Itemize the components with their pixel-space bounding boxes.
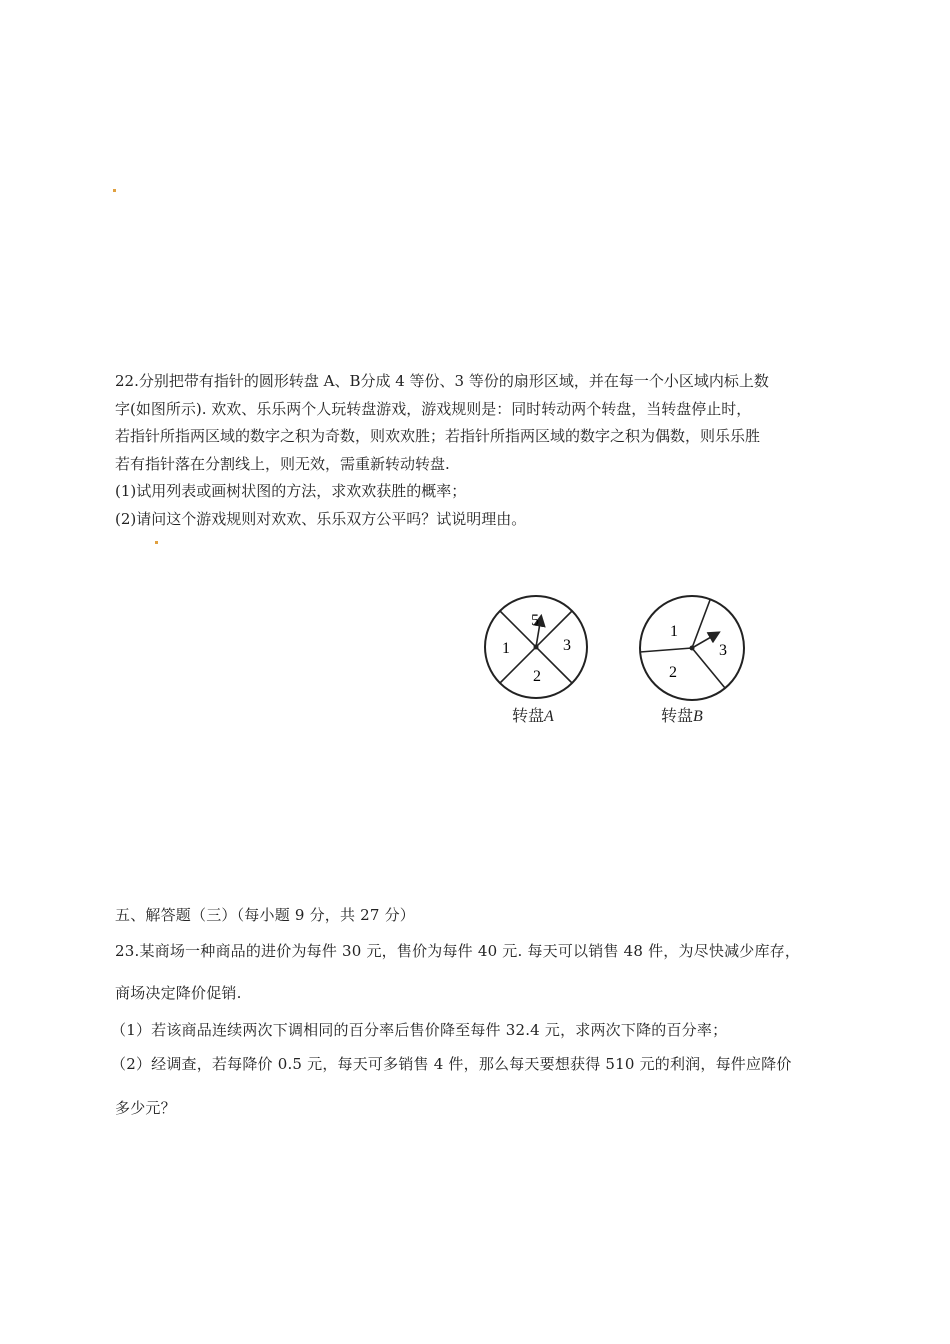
q22-line: 若指针所指两区域的数字之积为奇数，则欢欢胜；若指针所指两区域的数字之积为偶数，则乐乐胜 [115,427,761,445]
spinner-a [485,596,587,698]
q22-line: 若有指针落在分割线上，则无效，需重新转动转盘. [115,454,450,473]
q23-line: 23.某商场一种商品的进价为每件 30 元，售价为每件 40 元. 每天可以销售 48 件，为尽快减少库存， [115,942,801,960]
q22-line: 字(如图所示). 欢欢、乐乐两个人玩转盘游戏，游戏规则是：同时转动两个转盘，当转盘停止时， [115,399,752,418]
q22-line: 22.分别把带有指针的圆形转盘 A、B分成 4 等份、3 等份的扇形区域，并在每一个小区域内标上数 [115,372,769,390]
spinner-b-number: 1 [670,623,678,640]
spinner-a-number: 5 [531,612,539,629]
pointer-b [692,633,718,648]
q22-part-1: (1)试用列表或画树状图的方法，求欢欢获胜的概率； [115,482,467,500]
spinner-a-number: 1 [502,640,510,657]
question-22 [115,368,855,533]
q23-part-2: （2）经调查，若每降价 0.5 元，每天可多销售 4 件，那么每天要想获得 510 元的利润，每件应降价 [111,1055,792,1073]
section-5-title: 五、解答题（三）（每小题 9 分，共 27 分） [115,906,416,924]
decorative-dot [155,541,158,544]
q23-line: 商场决定降价促销. [115,984,242,1002]
spinner-b [640,596,744,700]
q23-part-1: （1）若该商品连续两次下调相同的百分率后售价降至每件 32.4 元，求两次下降的百分率； [111,1021,728,1039]
spinner-a-number: 2 [533,668,541,685]
q22-part-2: (2)请问这个游戏规则对欢欢、乐乐双方公平吗？试说明理由。 [115,509,527,528]
spinner-b-number: 2 [669,664,677,681]
spinner-b-caption: 转盘B [661,706,703,725]
spinner-figure [478,588,758,728]
spinner-a-caption: 转盘A [512,706,554,725]
spinner-b-number: 3 [719,642,727,659]
q23-part-2-continued: 多少元？ [115,1099,176,1117]
spinner-a-number: 3 [563,637,571,654]
decorative-dot [113,189,116,192]
